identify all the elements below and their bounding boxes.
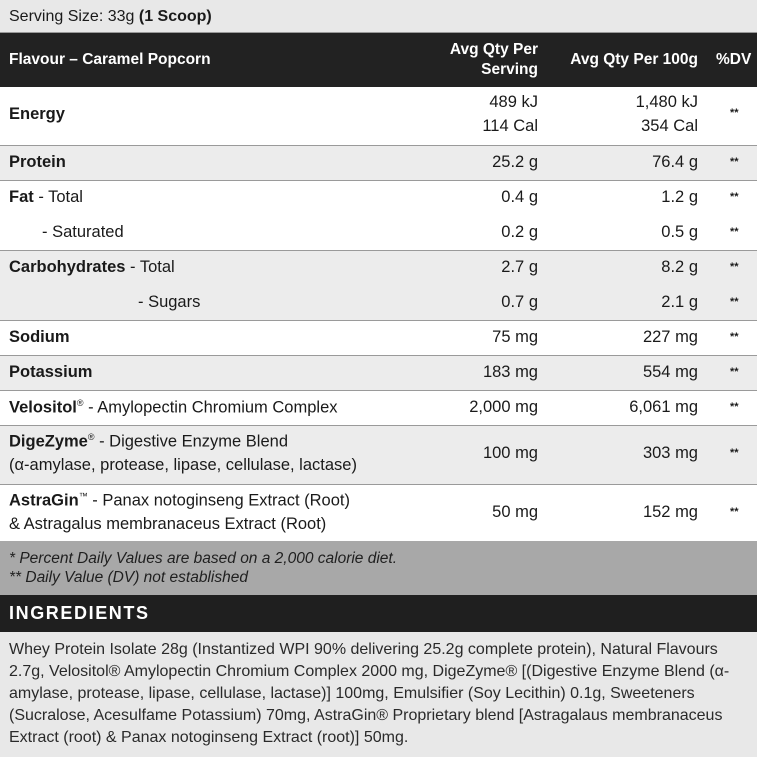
nutrition-table	[0, 87, 757, 543]
footnote-dv-not-established: ** Daily Value (DV) not established	[9, 569, 248, 586]
dv-value: **	[730, 107, 739, 119]
dv-value: **	[730, 156, 739, 168]
nutrient-name-group	[9, 491, 350, 511]
per-100g-value: 1.2 g	[661, 188, 698, 206]
per-serving-cal: 114 Cal	[482, 117, 538, 135]
per-serving-header-line1: Avg Qty Per	[449, 41, 538, 58]
nutrient-suffix: - Panax notoginseng Extract (Root)	[87, 491, 350, 510]
per-100g-value: 152 mg	[642, 503, 698, 521]
per-100g-value: 303 mg	[642, 444, 698, 462]
footnote-daily-values: * Percent Daily Values are based on a 2,000 calorie diet.	[9, 550, 398, 567]
dv-value: **	[730, 366, 739, 378]
sub-per-100g-value: 0.5 g	[661, 223, 698, 241]
per-serving-value: 75 mg	[492, 328, 538, 346]
sub-per-100g-value: 2.1 g	[661, 293, 698, 311]
registered-mark: ®	[87, 432, 95, 442]
per-100g-value: 227 mg	[642, 328, 698, 346]
table-row	[0, 251, 757, 321]
nutrient-name: Protein	[9, 153, 66, 171]
per-100g-value: 6,061 mg	[629, 398, 698, 416]
nutrient-name-group	[9, 188, 83, 207]
table-row	[0, 321, 757, 356]
dv-value: **	[730, 191, 739, 203]
per-serving-value: 2,000 mg	[469, 398, 538, 416]
table-row	[0, 391, 757, 426]
nutrient-name-group	[9, 398, 338, 418]
dv-value: **	[730, 447, 739, 459]
per-serving-header-line2: Serving	[481, 61, 538, 78]
per-100g-value: 554 mg	[642, 363, 698, 381]
nutrient-name-group	[9, 258, 175, 277]
per-100g-value: 8.2 g	[661, 258, 698, 276]
nutrient-suffix: - Total	[125, 258, 175, 276]
footnotes	[0, 541, 757, 595]
per-serving-value: 183 mg	[482, 363, 538, 381]
nutrient-suffix: - Digestive Enzyme Blend	[94, 432, 288, 451]
ingredients-text: Whey Protein Isolate 28g (Instantized WPI 90% delivering 25.2g complete protein), Natural Flavours 2.7g, Velositol® Amylopectin Chromium Complex 2000 mg, DigeZyme® [(Digestive Enzyme Blend (α-amylase, protease, lipase, cellulase, lactase)] 100mg, Emulsifier (Soy Lecithin) 0.1g, Sweeteners (Sucralose, Acesulfame Potassium) 70mg, AstraGin® Proprietary blend [Astragalaus membranaceus Extract (root) & Panax notoginseng Extract (root)] 50mg.	[0, 632, 757, 757]
table-row	[0, 181, 757, 251]
per-serving-kj: 489 kJ	[489, 93, 538, 111]
ingredients-heading: INGREDIENTS	[0, 595, 757, 632]
table-row	[0, 87, 757, 146]
serving-size	[0, 0, 757, 33]
table-row	[0, 356, 757, 391]
serving-size-label: Serving Size: 33g	[9, 8, 139, 25]
registered-mark: ®	[76, 398, 84, 408]
nutrient-suffix: - Amylopectin Chromium Complex	[83, 398, 338, 417]
per-serving-value: 2.7 g	[501, 258, 538, 276]
dv-value: **	[730, 261, 739, 273]
sub-dv-value: **	[730, 296, 739, 308]
dv-header: %DV	[716, 51, 752, 68]
flavour-header: Flavour – Caramel Popcorn	[9, 51, 211, 68]
nutrient-name: Carbohydrates	[9, 258, 126, 276]
sub-per-serving-value: 0.2 g	[501, 223, 538, 241]
per-100g-value: 76.4 g	[652, 153, 698, 171]
nutrient-detail: (α-amylase, protease, lipase, cellulase, lactase)	[9, 456, 357, 474]
table-row	[0, 146, 757, 181]
dv-value: **	[730, 506, 739, 518]
serving-size-scoop: (1 Scoop)	[138, 8, 212, 25]
nutrient-name: Velositol	[9, 398, 77, 417]
dv-value: **	[730, 401, 739, 413]
nutrient-detail: & Astragalus membranaceus Extract (Root)	[9, 515, 327, 533]
sub-nutrient-name: - Saturated	[42, 223, 124, 241]
nutrient-name: DigeZyme	[9, 432, 88, 451]
per-100g-header: Avg Qty Per 100g	[570, 51, 698, 68]
trademark-mark: ™	[78, 491, 88, 501]
per-serving-value: 100 mg	[482, 444, 538, 462]
sub-dv-value: **	[730, 226, 739, 238]
table-row	[0, 426, 757, 485]
nutrient-name: AstraGin	[9, 491, 79, 510]
dv-value: **	[730, 331, 739, 343]
per-serving-value: 50 mg	[492, 503, 538, 521]
per-100g-cal: 354 Cal	[641, 117, 698, 135]
sub-per-serving-value: 0.7 g	[501, 293, 538, 311]
nutrient-suffix: - Total	[33, 188, 83, 206]
per-serving-value: 0.4 g	[501, 188, 538, 206]
table-row	[0, 485, 757, 543]
nutrient-name: Potassium	[9, 363, 93, 381]
nutrient-name: Energy	[9, 105, 65, 123]
nutrient-name-group	[9, 432, 288, 452]
nutrient-name: Fat	[9, 188, 34, 206]
table-header	[0, 33, 757, 87]
sub-nutrient-name: - Sugars	[138, 293, 201, 311]
per-serving-header	[450, 40, 538, 80]
per-100g-kj: 1,480 kJ	[635, 93, 698, 111]
nutrient-name: Sodium	[9, 328, 70, 346]
per-serving-value: 25.2 g	[492, 153, 538, 171]
